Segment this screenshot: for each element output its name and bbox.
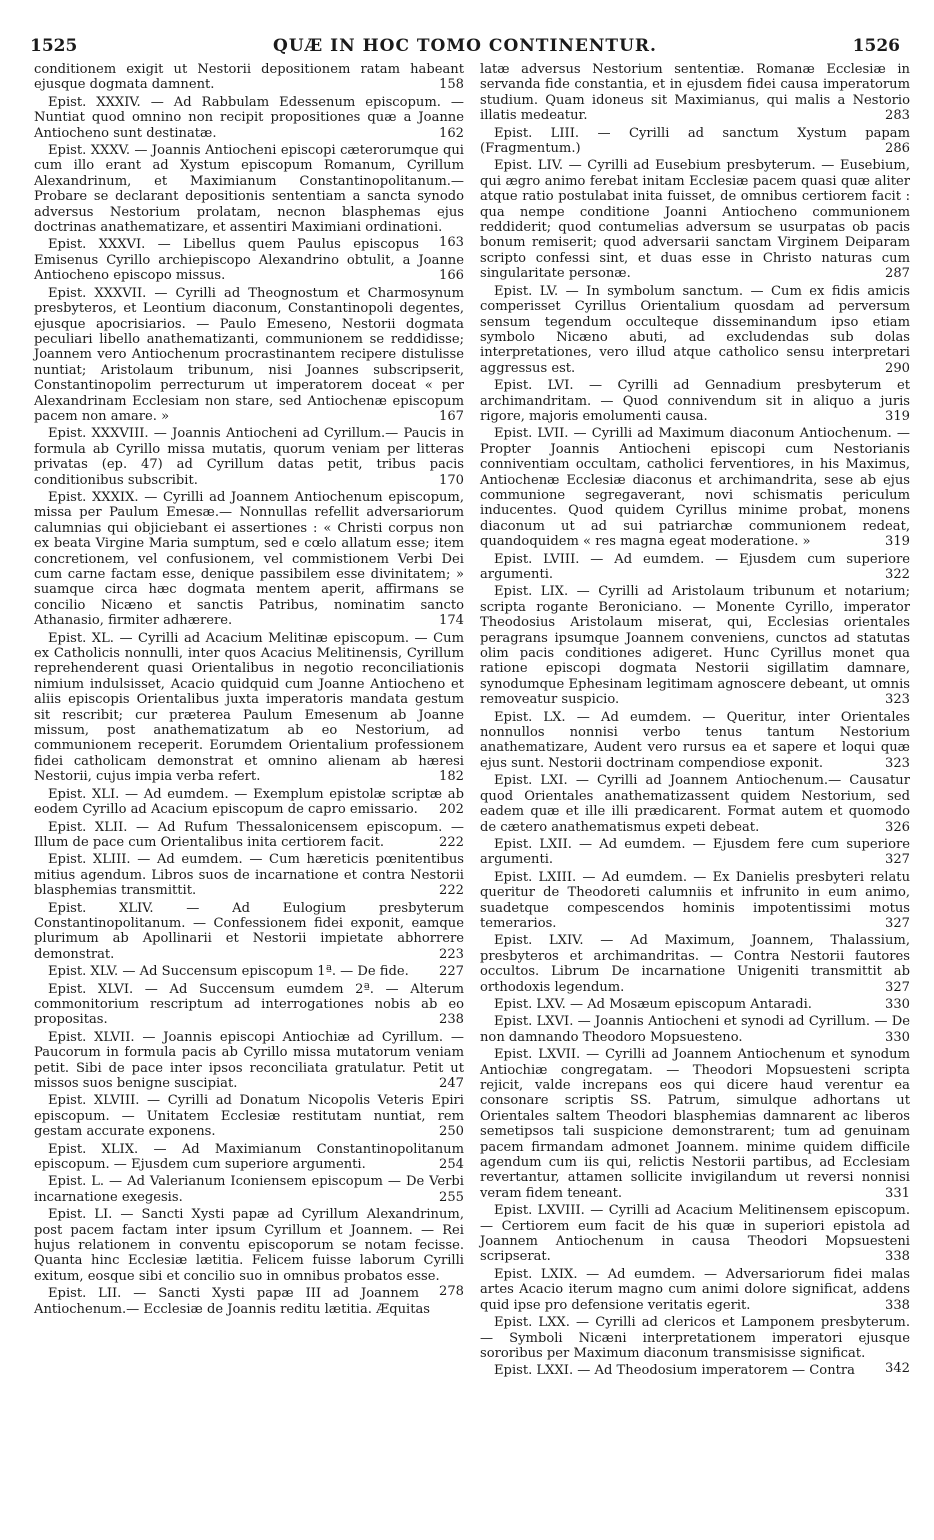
index-entry (480, 158, 910, 281)
entry-text: Epist. LXVIII. — Cyrilli ad Acacium Melitinensem episcopum. — Certiorem eum facit de his quæ in superiori epistola ad Joannem Antiochenum in causa Theodori Mopsuesteni scripserat. (480, 1203, 910, 1265)
index-entry (34, 143, 464, 251)
entry-page-number: 166 (439, 268, 464, 284)
entry-text: Epist. LXIX. — Ad eumdem. — Adversariorum fidei malas artes Acacio iterum magno cum animi dolore significat, addens quid ipse pro defensione veritatis egerit. (480, 1266, 910, 1313)
index-entry (34, 1174, 464, 1205)
entry-text: Epist. LI. — Sancti Xysti papæ ad Cyrillum Alexandrinum, post pacem factam inter ipsum Cyrillum et Joannem. — Rei hujus relationem in conventu episcoporum se notam fecisse. Quanta hinc Ecclesiæ lætitia. Felicem fuisse laborum Cyrilli exitum, eosque sibi et concilio suo in omnibus probatos esse. (34, 1207, 464, 1284)
entry-page-number: 319 (885, 408, 910, 424)
entry-page-number: 250 (439, 1124, 464, 1140)
entry-page-number: 238 (439, 1012, 464, 1028)
right-page-number: 1526 (852, 36, 900, 56)
entry-page-number: 222 (439, 883, 464, 899)
entry-text: Epist. LIX. — Cyrilli ad Aristolaum tribunum et notarium; scripta rogante Beroniciano. — Monente Cyrillo, imperator Theodosius Aristolaum miserat, qui, Ecclesias orientales peragrans ipsumque Joannem conveniens, cunctos ad statutas olim pacis conditiones adigeret. Hunc Cyrillus monet qua ratione episcopi dogmata Nestorii sigillatim damnare, synodumque Ephesinam legitimam agnoscere debeant, ut omnis removeatur suspicio. (480, 584, 910, 708)
entry-text: Epist. LIII. — Cyrilli ad sanctum Xystum papam (Fragmentum.) (480, 125, 910, 157)
index-entry (480, 870, 910, 932)
entry-text: conditionem exigit ut Nestorii depositionem ratam habeant ejusque dogmata damnent. (34, 62, 464, 93)
entry-text: Epist. XXXVIII. — Joannis Antiocheni ad Cyrillum.— Paucis in formula ab Cyrillo missa mutatis, quorum veniam per litteras privatas (ep. 47) ad Cyrillum datas petit, tribus pacis conditionibus subscribit. (34, 426, 464, 488)
entry-text: Epist. LII. — Sancti Xysti papæ III ad Joannem Antiochenum.— Ecclesiæ de Joannis reditu lætitia. Æquitas (34, 1286, 430, 1317)
index-entry (480, 1014, 910, 1045)
entry-page-number: 338 (885, 1297, 910, 1313)
entry-text: Epist. LIV. — Cyrilli ad Eusebium presbyterum. — Eusebium, qui ægro animo ferebat initam Ecclesiæ pacem quasi quæ aliter atque ratio postulabat inita fuisset, de omnibus certiorem facit : qua nempe conditione Joanni Antiocheno communionem reddiderit; quod contumelias adversum se usurpatas ob pacis bonum remiserit; quod adversarii sanctam Virginem Deiparam scripto confessi sint, et duas esse in Christo naturas cum singularitate personæ. (480, 158, 910, 282)
entry-page-number: 278 (439, 1284, 464, 1300)
running-title: QUÆ IN HOC TOMO CONTINENTUR. (273, 36, 657, 56)
entry-page-number: 202 (439, 802, 464, 818)
entry-text: Epist. XLV. — Ad Succensum episcopum 1ª. — De fide. (48, 964, 409, 980)
entry-page-number: 227 (439, 964, 464, 980)
index-entry (34, 62, 464, 93)
entry-page-number: 323 (885, 692, 910, 708)
entry-text: Epist. XLIII. — Ad eumdem. — Cum hæreticis pœnitentibus mitius agendum. Libros suos de incarnatione et contra Nestorii blasphemias transmittit. (34, 852, 464, 899)
entry-text: latæ adversus Nestorium sententiæ. Romanæ Ecclesiæ in servanda fide constantia, et in ejusdem fidei causa imperatorum studium. Quam idoneus sit Maximianus, qui malis a Nestorio illatis medeatur. (480, 62, 910, 124)
left-page-number: 1525 (30, 36, 78, 56)
index-entry (34, 1207, 464, 1300)
entry-text: Epist. XXXVII. — Cyrilli ad Theognostum et Charmosynum presbyteros, et Leontium diaconum, Constantinopoli degentes, ejusque apocrisiarios. — Paulo Emeseno, Nestorii dogmata peculiari libello anathematizanti, communionem se reddidisse; Joannem vero Antiochenum procrastinantem recipere distulisse nuntiat; Aristolaum tribunum, nisi Joannes subscripserit, Constantinopolim perrecturum ut imperatorem doceat « per Alexandrinam Ecclesiam non stare, sed Antiochenæ episcopum pacem non amare. » (34, 285, 464, 424)
entry-page-number: 255 (439, 1189, 464, 1205)
entry-page-number: 330 (885, 996, 910, 1012)
entry-page-number: 286 (885, 141, 910, 157)
index-entry (480, 126, 910, 157)
index-entry (480, 552, 910, 583)
entry-page-number: 182 (439, 769, 464, 785)
index-entry (34, 964, 464, 979)
entry-text: Epist. XXXV. — Joannis Antiocheni episcopi cæterorumque qui cum illo erant ad Xystum episcopum Romanum, Cyrillum Alexandrinum, et Maximianum Constantinopolitanum.— Probare se declarant depositionis sententiam a sancta synodo adversus Nestorium prolatam, necnon blasphemas ejus doctrinas anathematizare, et assentiri Maximiani ordinationi. (34, 143, 464, 236)
entry-text: Epist. LXV. — Ad Mosæum episcopum Antaradi. (494, 996, 812, 1012)
entry-page-number: 322 (885, 567, 910, 582)
entry-page-number: 331 (885, 1185, 910, 1201)
entry-text: Epist. XLIV. — Ad Eulogium presbyterum Constantinopolitanum. — Confessionem fidei exponit, eamque plurimum ab Apollinarii et Nestorii impietate abhorrere demonstrat. (34, 900, 464, 962)
entry-page-number: 327 (885, 979, 910, 995)
entry-text: Epist. L. — Ad Valerianum Iconiensem episcopum — De Verbi incarnatione exegesis. (34, 1174, 464, 1205)
entry-text: Epist. XLII. — Ad Rufum Thessalonicensem episcopum. — Illum de pace cum Orientalibus inita certiorem facit. (34, 819, 464, 850)
index-entry (34, 490, 464, 629)
entry-text: Epist. LXX. — Cyrilli ad clericos et Lamponem presbyterum. — Symboli Nicæni interpretationem imperatori ejusque sororibus per Maximum diaconum transmisisse significat. (480, 1315, 910, 1361)
entry-text: Epist. LXI. — Cyrilli ad Joannem Antiochenum.— Causatur quod Orientales anathematizassent quidem Nestorium, sed eadem quæ et ille illi prædicarent. Format autem et quomodo de cætero anathematismus expeti debeat. (480, 773, 910, 835)
index-entry (480, 773, 910, 835)
index-entry (480, 933, 910, 995)
entry-page-number: 287 (885, 266, 910, 282)
entry-page-number: 247 (439, 1076, 464, 1091)
index-entry (480, 997, 910, 1012)
entry-page-number: 158 (439, 77, 464, 93)
entry-page-number: 323 (885, 755, 910, 771)
entry-text: Epist. XLVI. — Ad Succensum eumdem 2ª. — Alterum commonitorium rescriptum ad interrogationes nobis ab eo propositas. (34, 981, 464, 1028)
entry-text: Epist. LXIII. — Ad eumdem. — Ex Danielis presbyteri relatu queritur de Theodoreti calumniis et infrunito in eum animo, suadetque compescendos hominis impotentissimi motus temerarios. (480, 869, 910, 931)
entry-page-number: 319 (885, 534, 910, 550)
entry-page-number: 326 (885, 819, 910, 835)
entry-text: Epist. LXIV. — Ad Maximum, Joannem, Thalassium, presbyteros et archimandritas. — Contra Nestorii fautores occultos. Librum De incarnatione Unigeniti transmittit ab orthodoxis legendum. (480, 933, 910, 995)
entry-page-number: 254 (439, 1157, 464, 1173)
entry-text: Epist. XL. — Cyrilli ad Acacium Melitinæ episcopum. — Cum ex Catholicis nonnulli, inter quos Acacius Melitinensis, Cyrillum reprehenderent quasi Orientalibus in negotio reconciliationis nimium indulsisset, Acacio quidquid cum Joanne Antiocheno et aliis episcopis Orientalibus juxta imperatoris mandata gestum sit rescribit; cur præterea Paulum Emesenum ab Joanne missum, post anathematizatum ab eo Nestorium, ad communionem receperit. Eorumdem Orientalium professionem fidei catholicam demonstrat et omnino alienam ab hæresi Nestorii, cujus impia verba refert. (34, 630, 464, 785)
entry-page-number: 283 (885, 108, 910, 124)
entry-text: Epist. XLVII. — Joannis episcopi Antiochiæ ad Cyrillum. — Paucorum in formula pacis ab Cyrillo missa mutatorum veniam petit. Sibi de pace inter ipsos reconciliata gratulatur. Petit ut missos suos benigne suscipiat. (34, 1029, 464, 1091)
index-entry (34, 982, 464, 1028)
index-entry (480, 1203, 910, 1265)
entry-page-number: 338 (885, 1249, 910, 1265)
entry-text: Epist. LVII. — Cyrilli ad Maximum diaconum Antiochenum. — Propter Joannis Antiocheni episcopi cum Nestorianis conniventiam occultam, catholici ferventiores, in his Maximus, Antiochenæ Ecclesiæ diaconus et archimandrita, sese ab ejus communione segregaverant, novi schismatis periculum inducentes. Quod quidem Cyrillus minime probat, monens diaconum ut ad sui patriarchæ communionem redeat, quandoquidem « res magna egeat moderatione. » (480, 426, 910, 550)
entry-page-number: 342 (885, 1361, 910, 1377)
entry-text: Epist. XLVIII. — Cyrilli ad Donatum Nicopolis Veteris Epiri episcopum. — Unitatem Ecclesiæ restitutam nuntiat, rem gestam accurate exponens. (34, 1093, 464, 1140)
entry-text: Epist. LX. — Ad eumdem. — Queritur, inter Orientales nonnullos nonnisi verbo tenus tantum Nestorium anathematizare, Audent vero rursus ea et sapere et loqui quæ ejus sunt. Nestorii doctrinam compendiose exponit. (480, 709, 910, 771)
index-entry (34, 1030, 464, 1092)
index-entry (34, 95, 464, 141)
entry-page-number: 290 (885, 360, 910, 376)
index-entry (480, 378, 910, 424)
entry-page-number: 327 (885, 915, 910, 931)
index-entry (480, 426, 910, 549)
entry-page-number: 162 (439, 125, 464, 141)
entry-page-number: 223 (439, 946, 464, 962)
index-entry (34, 1286, 464, 1317)
index-entry (480, 710, 910, 772)
entry-text: Epist. LVI. — Cyrilli ad Gennadium presbyterum et archimandritam. — Quod connivendum sit in aliquo a juris rigore, majoris emolumenti causa. (480, 378, 910, 424)
entry-text: Epist. LXVII. — Cyrilli ad Joannem Antiochenum et synodum Antiochiæ congregatam. — Theodori Mopsuesteni scripta rejicit, valde increpans eos qui dicere haud verentur ea consonare scriptis SS. Patrum, simulque adhortans ut Orientales saltem Theodori blasphemias damnarent ac liberos semetipsos tali suspicione demonstrarent; tum ad genuinam pacem firmandam admonet Joannem. minime quidem difficile agendum cum iis qui, relictis Nestorii partibus, ad Ecclesiam revertantur, attamen sollicite invigilandum ut reversi nonnisi veram fidem teneant. (480, 1047, 910, 1201)
entry-page-number: 174 (439, 613, 464, 629)
index-entry (480, 1363, 910, 1378)
index-entry (34, 1093, 464, 1139)
index-entry (480, 1047, 910, 1201)
index-entry (480, 62, 910, 124)
entry-page-number: 163 (439, 235, 464, 251)
index-entry (34, 237, 464, 283)
entry-text: Epist. XLIX. — Ad Maximianum Constantinopolitanum episcopum. — Ejusdem cum superiore argumenti. (34, 1141, 464, 1173)
index-entry (480, 1267, 910, 1313)
index-entry (34, 426, 464, 488)
index-entry (34, 286, 464, 425)
entry-text: Epist. LXVI. — Joannis Antiocheni et synodi ad Cyrillum. — De non damnando Theodoro Mopsuesteno. (480, 1014, 910, 1045)
page-header (30, 36, 900, 60)
index-entry (34, 901, 464, 963)
index-entry (34, 852, 464, 898)
entry-page-number: 167 (439, 408, 464, 424)
entry-text: Epist. LXII. — Ad eumdem. — Ejusdem fere cum superiore argumenti. (480, 836, 910, 868)
index-entry (480, 837, 910, 868)
index-entry (480, 584, 910, 707)
right-column (480, 62, 910, 1381)
entry-text: Epist. XXXIV. — Ad Rabbulam Edessenum episcopum. — Nuntiat quod omnino non recipit propositiones quæ a Joanne Antiocheno sunt destinatæ. (34, 94, 464, 141)
entry-text: Epist. LXXI. — Ad Theodosium imperatorem — Contra (494, 1363, 855, 1379)
entry-text: Epist. XXXIX. — Cyrilli ad Joannem Antiochenum episcopum, missa per Paulum Emesæ.— Nonnullas refellit adversariorum calumnias qui objiciebant ei assertiones : « Christi corpus non ex beata Virgine Maria sumptum, sed e cœlo allatum esse; item concretionem, vel confusionem, vel commistionem Verbi Dei cum carne factam esse, denique passibilem esse divinitatem; » suamque circa hæc dogmata mentem aperit, affirmans se concilio Nicæno et sanctis Patribus, nominatim sancto Athanasio, firmiter adhærere. (34, 489, 464, 629)
entry-page-number: 222 (439, 834, 464, 850)
index-entry (34, 820, 464, 851)
entry-page-number: 330 (885, 1029, 910, 1045)
index-entry (480, 284, 910, 376)
entry-text: Epist. LVIII. — Ad eumdem. — Ejusdem cum superiore argumenti. (480, 551, 910, 582)
entry-page-number: 170 (439, 472, 464, 488)
entry-text: Epist. XLI. — Ad eumdem. — Exemplum epistolæ scriptæ ab eodem Cyrillo ad Acacium episcopum de capro emissario. (34, 786, 464, 818)
left-column (34, 62, 464, 1319)
entry-text: Epist. XXXVI. — Libellus quem Paulus episcopus Emisenus Cyrillo archiepiscopo Alexandrino obtulit, a Joanne Antiocheno episcopo missus. (34, 237, 464, 284)
index-entry (34, 631, 464, 785)
index-entry (34, 1142, 464, 1173)
entry-page-number: 327 (885, 852, 910, 868)
index-entry (34, 787, 464, 818)
entry-text: Epist. LV. — In symbolum sanctum. — Cum ex fidis amicis comperisset Cyrillus Orientalium quosdam ad perversum sensum tegendum occulteque disseminandum ipso etiam symbolo Nicæno abuti, ad excludendas sub dolas interpretationes, vero illud atque catholico sensu interpretari aggressus est. (480, 283, 910, 376)
